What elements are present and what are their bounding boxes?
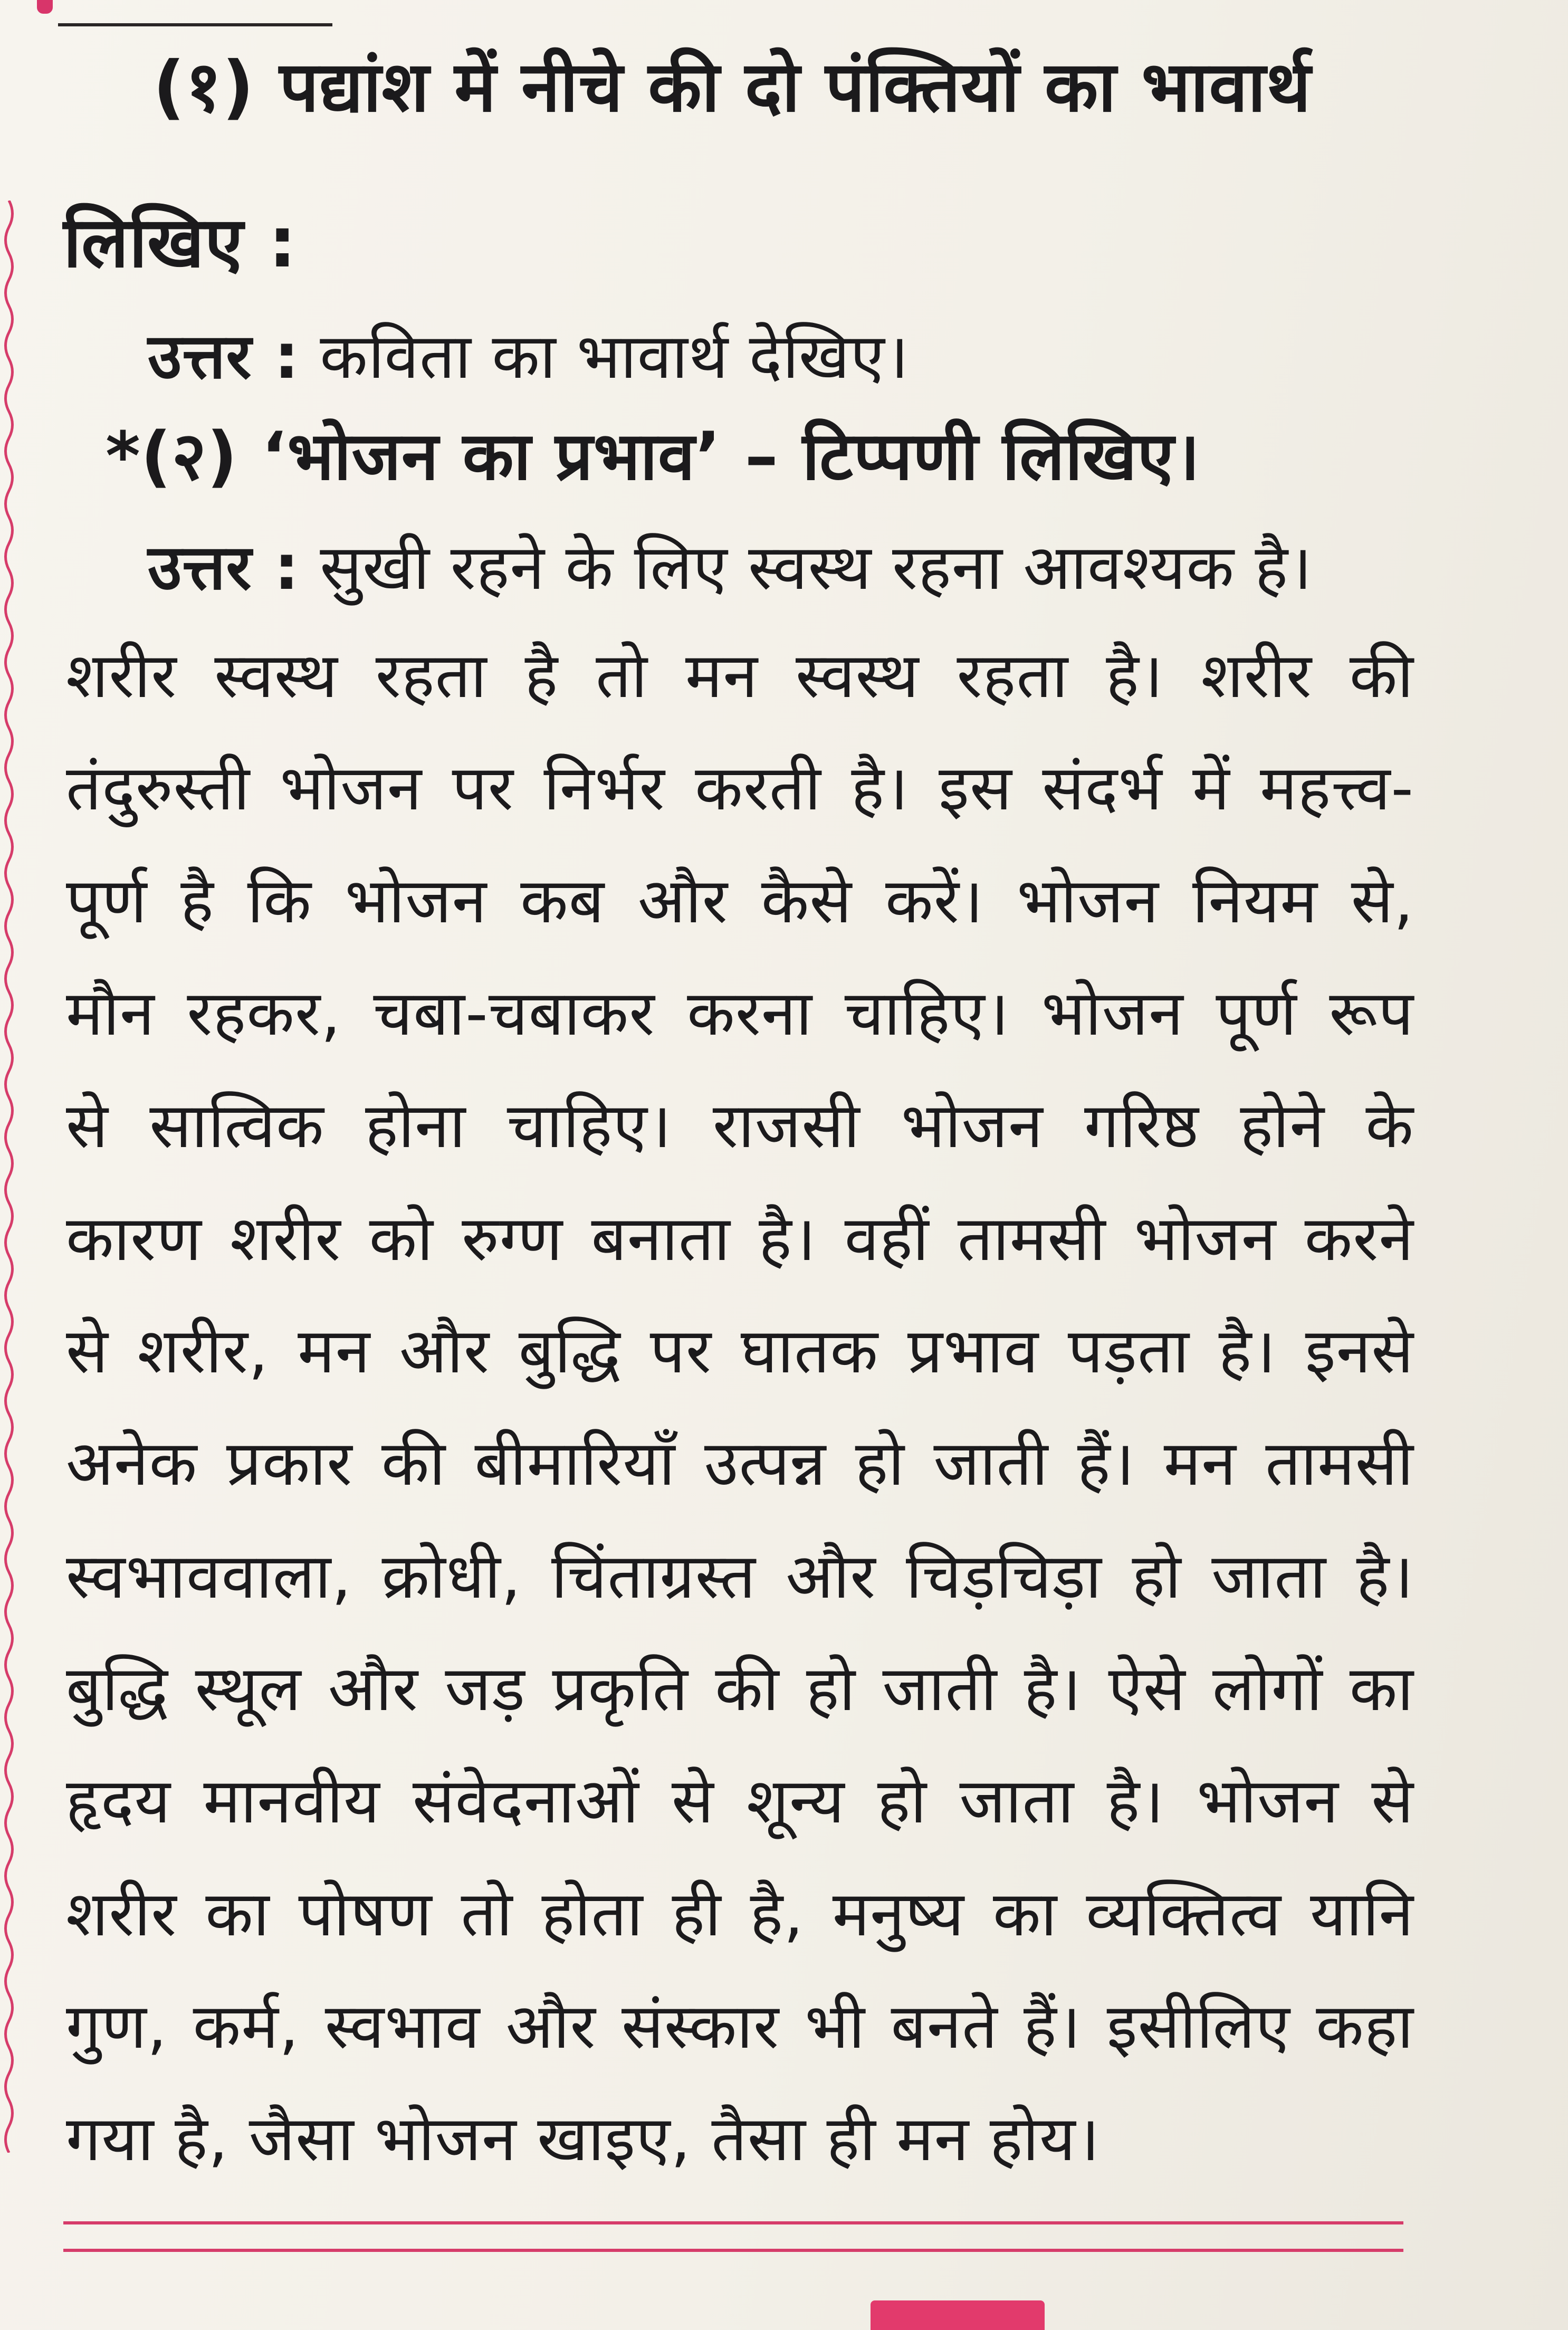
top-rule [58,23,332,26]
page-corner-mark [37,0,53,14]
answer-2-first-text: सुखी रहने के लिए स्वस्थ रहना आवश्यक है। [320,531,1313,604]
page-bottom-tab [871,2300,1045,2330]
answer-2-line: से सात्विक होना चाहिए। राजसी भोजन गरिष्ठ होने के [66,1089,1414,1162]
answer-2-line: कारण शरीर को रुग्ण बनाता है। वहीं तामसी भोजन करने [66,1202,1414,1275]
question-2: *(२) ‘भोजन का प्रभाव’ – टिप्पणी लिखिए। [106,417,1200,495]
answer-2-line: शरीर का पोषण तो होता ही है, मनुष्य का व्यक्तित्व यानि [66,1877,1414,1950]
bottom-rule [63,2221,1403,2224]
answer-2-line: अनेक प्रकार की बीमारियाँ उत्पन्न हो जाती हैं। मन तामसी [66,1427,1414,1500]
answer-2-last-line: गया है, जैसा भोजन खाइए, तैसा ही मन होय। [66,2102,1101,2175]
answer-2-line: तंदुरुस्ती भोजन पर निर्भर करती है। इस संदर्भ में महत्त्व- [66,751,1414,824]
answer-2-label: उत्तर : [148,531,300,604]
answer-2-line: से शरीर, मन और बुद्धि पर घातक प्रभाव पड़ता है। इनसे [66,1314,1414,1387]
answer-1-text: कविता का भावार्थ देखिए। [320,320,910,393]
answer-2-line: हृदय मानवीय संवेदनाओं से शून्य हो जाता है। भोजन से [66,1764,1414,1837]
answer-1-label: उत्तर : [148,320,300,393]
answer-2-line: गुण, कर्म, स्वभाव और संस्कार भी बनते हैं। इसीलिए कहा [66,1990,1414,2062]
answer-2-line: पूर्ण है कि भोजन कब और कैसे करें। भोजन नियम से, [66,864,1414,937]
question-1-line-1: (१) पद्यांश में नीचे की दो पंक्तियों का भावार्थ [153,46,1312,128]
bottom-rule [63,2249,1403,2252]
wavy-margin-line [0,200,18,2153]
answer-2-line: बुद्धि स्थूल और जड़ प्रकृति की हो जाती है। ऐसे लोगों का [66,1652,1414,1725]
question-1-line-2: लिखिए : [63,202,297,283]
answer-2-line: स्वभाववाला, क्रोधी, चिंताग्रस्त और चिड़चिड़ा हो जाता है। [66,1540,1414,1612]
answer-2-line: मौन रहकर, चबा-चबाकर करना चाहिए। भोजन पूर्ण रूप [66,977,1414,1049]
answer-2-first-line [148,528,1313,607]
answer-2-line: शरीर स्वस्थ रहता है तो मन स्वस्थ रहता है। शरीर की [66,639,1414,712]
answer-1 [148,317,909,396]
